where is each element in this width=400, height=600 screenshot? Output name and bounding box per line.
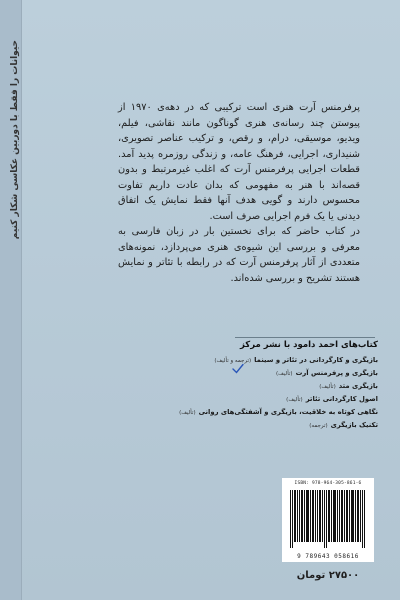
author-books-items bbox=[170, 354, 378, 432]
description-paragraph-1: پرفرمنس آرت هنری است ترکیبی که در دهه‌ی ۱۹۷۰ از پیوستن چند رسانه‌ی هنری گوناگون مانند نقاشی، فیلم، ویدیو، موسیقی، درام، و رقص، و ترکیب عناصر تصویری، شنیداری، اجرایی، فرهنگ عامه، و زندگی روزمره پدید آمد. قطعات اجرایی پرفرمنس آرت که اغلب غیرمرتبط و بدون قصه‌اند با هنر به مفهومی که بدان عادت داریم تفاوت محسوس دارند و گویی هدف آنها فقط نمایش یک اتفاق دیدنی یا یک فرم اجرایی صرف است. bbox=[118, 102, 360, 222]
spine-text: حیوانات را فقط با دوربین عکاسی شکار کنیم bbox=[10, 40, 20, 240]
barcode-box bbox=[282, 478, 374, 562]
book-title: اصول کارگردانی تئاتر bbox=[305, 395, 378, 403]
book-title: بازیگری و کارگردانی در تئاتر و سینما bbox=[254, 356, 378, 364]
book-list-item bbox=[170, 419, 378, 432]
book-note: (تألیف) bbox=[286, 397, 303, 403]
book-list-item bbox=[170, 354, 378, 367]
barcode-number: 9 789643 058616 bbox=[297, 553, 359, 560]
book-description bbox=[118, 100, 360, 286]
book-list-item bbox=[170, 367, 378, 380]
book-title: بازیگری متد bbox=[338, 382, 378, 390]
book-title: بازیگری و پرفرمنس آرت bbox=[295, 369, 378, 377]
checkmark-icon bbox=[232, 363, 244, 375]
description-paragraph-2: در کتاب حاضر که برای نخستین بار در زبان فارسی به معرفی و بررسی این شیوه‌ی هنری می‌پردازد، نمونه‌های متعددی از آثار پرفرمنس آرت که در رابطه با تئاتر و نمایش هستند تشریح و بررسی شده‌اند. bbox=[118, 226, 360, 284]
spine-strip bbox=[0, 0, 22, 600]
isbn-label: ISBN: 978-964-305-861-6 bbox=[294, 481, 362, 486]
book-title: تکنیک بازیگری bbox=[330, 421, 378, 429]
book-note: (ترجمه) bbox=[309, 423, 328, 429]
book-list-item bbox=[170, 393, 378, 406]
book-note: (تألیف) bbox=[179, 410, 196, 416]
book-note: (تألیف) bbox=[319, 384, 336, 390]
author-books-list bbox=[170, 340, 378, 432]
book-list-item bbox=[170, 380, 378, 393]
author-books-title: کتاب‌های احمد دامود با نشر مرکز bbox=[240, 340, 378, 350]
book-list-item bbox=[170, 406, 378, 419]
book-note: (تألیف) bbox=[276, 371, 293, 377]
price-label: ۲۷۵۰۰ تومان bbox=[296, 570, 360, 581]
divider-line bbox=[235, 337, 375, 338]
barcode-icon bbox=[290, 490, 366, 548]
book-note: (ترجمه و تألیف) bbox=[214, 358, 252, 364]
book-title: نگاهی کوتاه به خلاقیت، بازیگری و آشفتگی‌های روانی bbox=[198, 408, 378, 416]
